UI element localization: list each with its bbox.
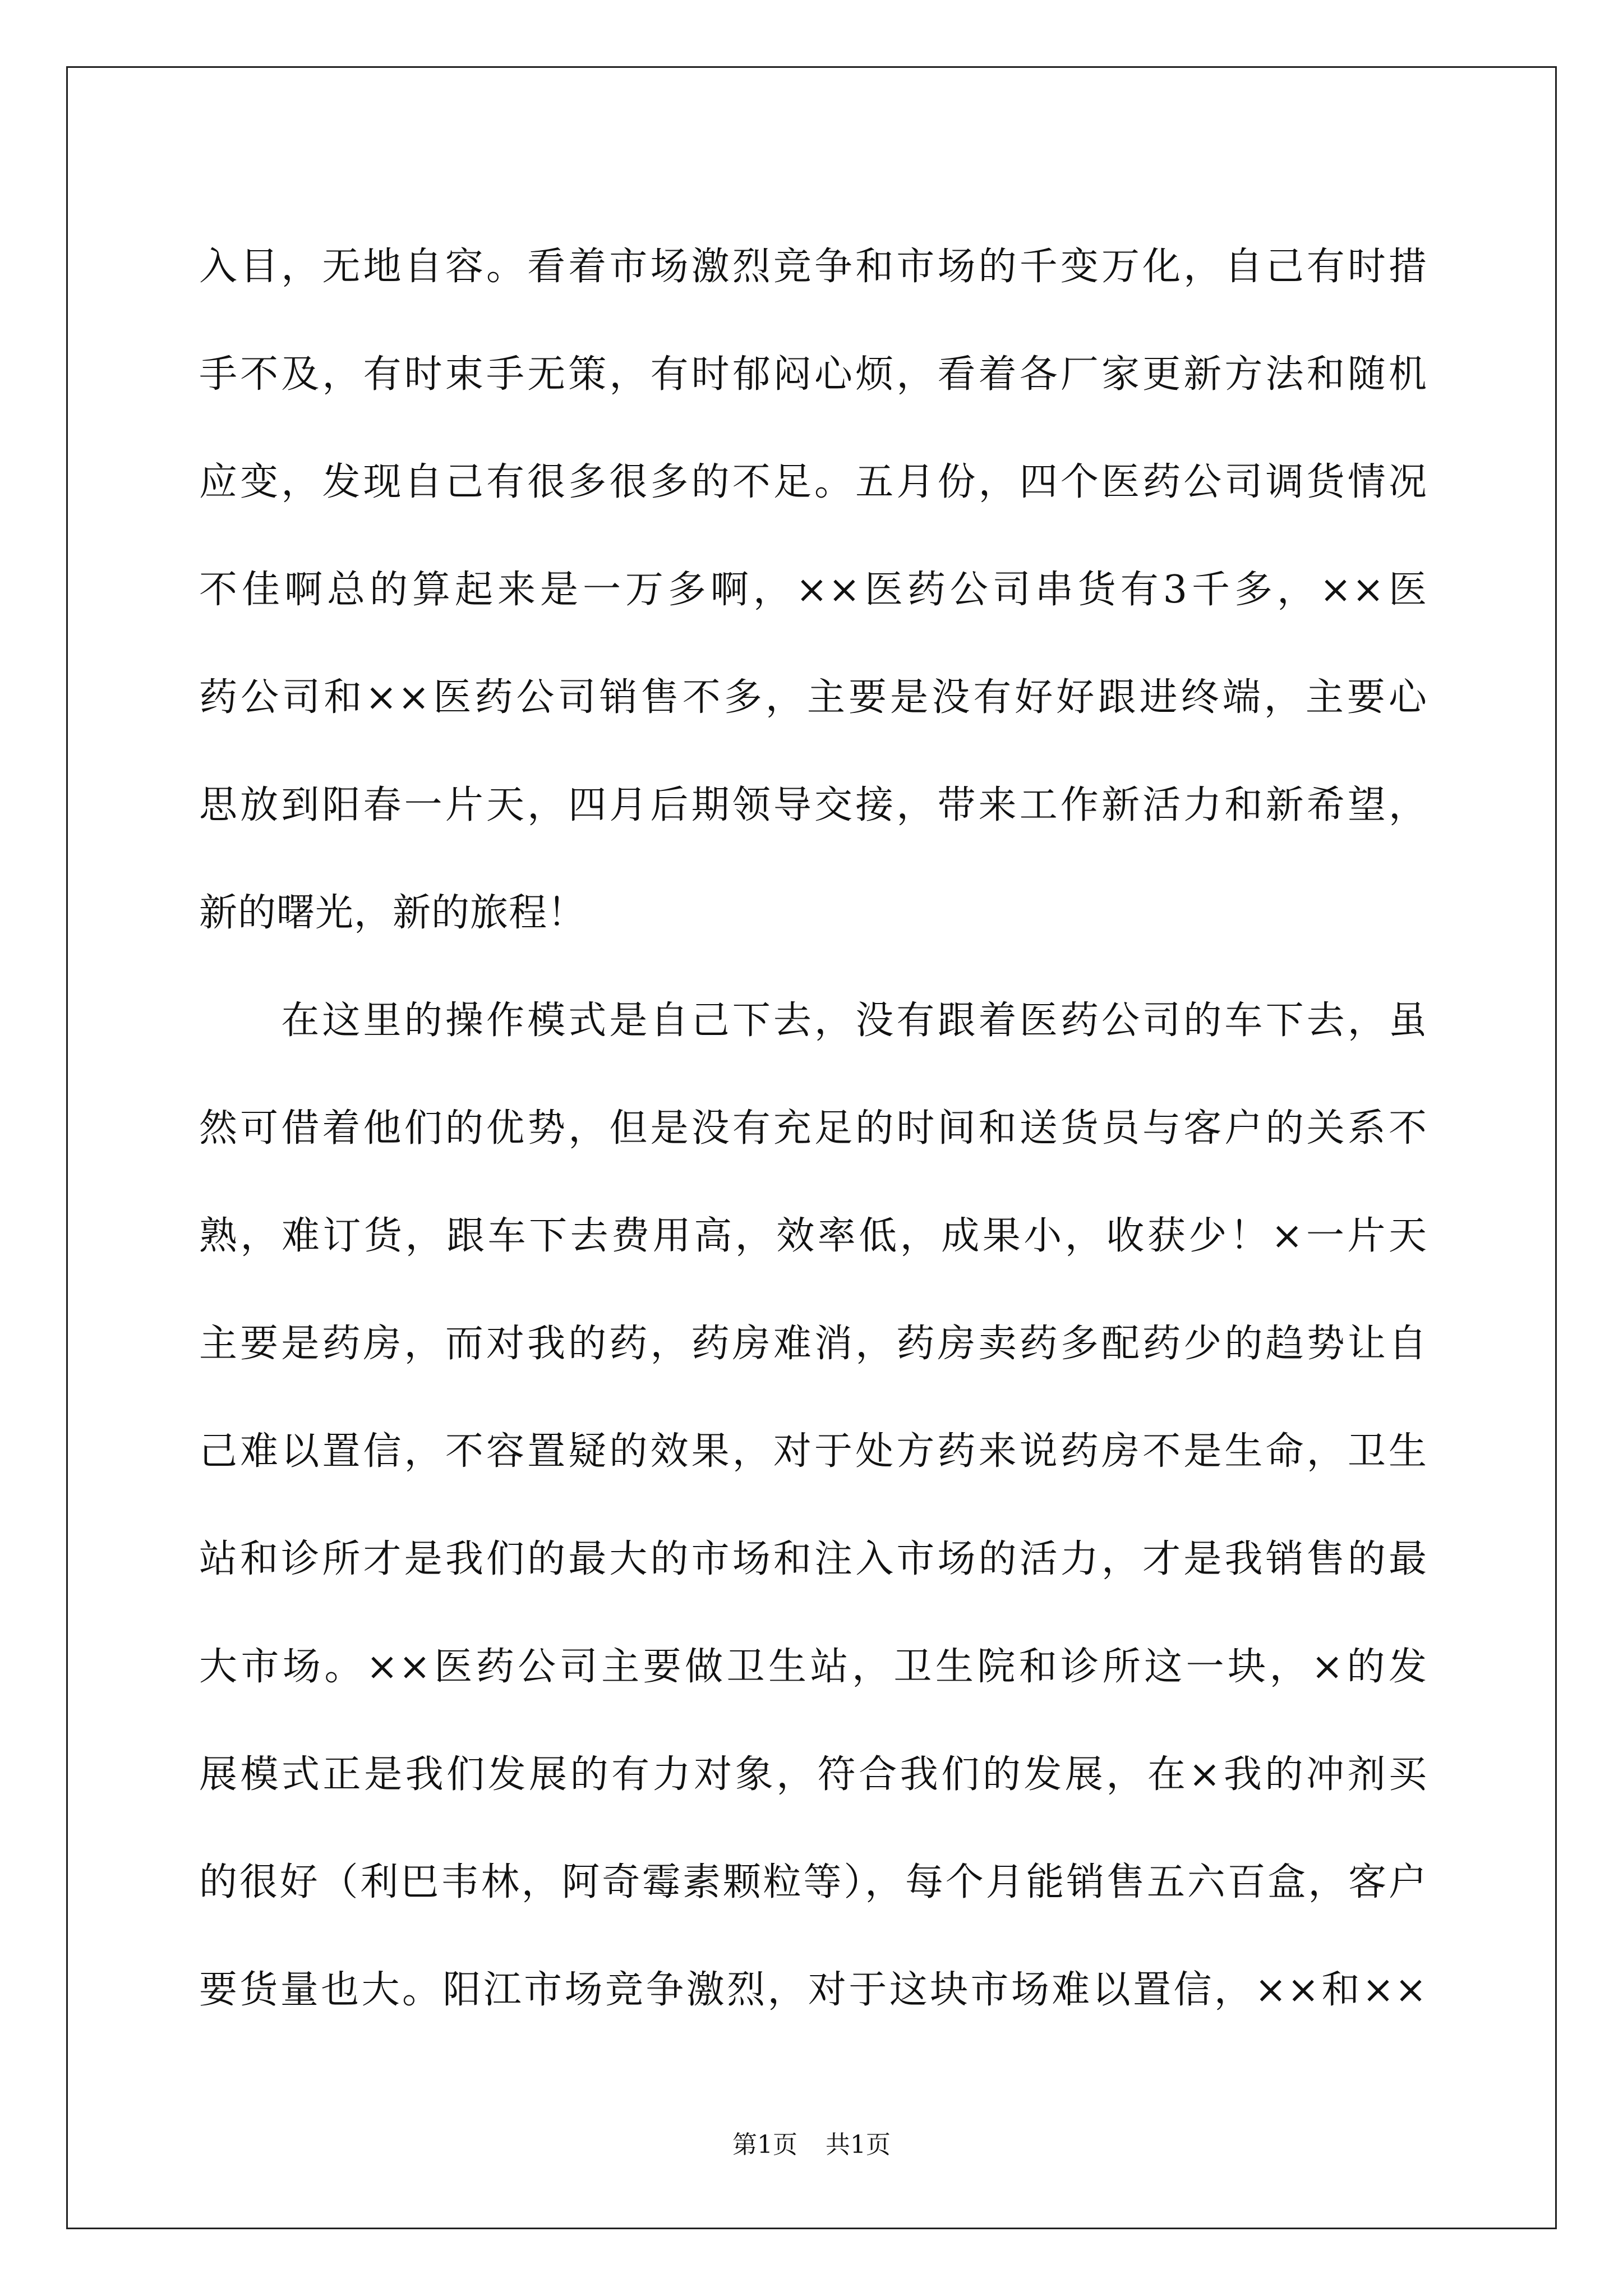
text-line: 主要是药房，而对我的药，药房难消，药房卖药多配药少的趋势让自	[199, 1322, 1427, 1366]
text-line: 思放到阳春一片天，四月后期领导交接，带来工作新活力和新希望，	[199, 783, 1427, 827]
page-number: 第1页	[732, 2131, 797, 2159]
text-line: 手不及，有时束手无策，有时郁闷心烦，看着各厂家更新方法和随机	[199, 352, 1427, 397]
text-line: 入目，无地自容。看着市场激烈竞争和市场的千变万化，自己有时措	[199, 245, 1427, 289]
text-line: 新的曙光，新的旅程！	[199, 891, 587, 935]
page-footer	[0, 2128, 1623, 2162]
document-body	[199, 213, 1427, 2044]
page-total: 共1页	[826, 2131, 891, 2159]
text-line: 在这里的操作模式是自己下去，没有跟着医药公司的车下去，虽	[199, 999, 1427, 1043]
text-line: 己难以置信，不容置疑的效果，对于处方药来说药房不是生命，卫生	[199, 1429, 1427, 1474]
text-line: 的很好（利巴韦林，阿奇霉素颗粒等），每个月能销售五六百盒，客户	[199, 1860, 1427, 1904]
text-line: 应变，发现自己有很多很多的不足。五月份，四个医药公司调货情况	[199, 460, 1427, 504]
text-line: 大市场。××医药公司主要做卫生站，卫生院和诊所这一块，×的发	[199, 1645, 1427, 1689]
text-line: 然可借着他们的优势，但是没有充足的时间和送货员与客户的关系不	[199, 1106, 1427, 1151]
text-line: 要货量也大。阳江市场竞争激烈，对于这块市场难以置信，××和××	[199, 1968, 1427, 2012]
text-line: 展模式正是我们发展的有力对象，符合我们的发展，在×我的冲剂买	[199, 1752, 1427, 1797]
text-line: 熟，难订货，跟车下去费用高，效率低，成果小，收获少！×一片天	[199, 1214, 1427, 1258]
text-line: 站和诊所才是我们的最大的市场和注入市场的活力，才是我销售的最	[199, 1537, 1427, 1581]
text-line: 药公司和××医药公司销售不多，主要是没有好好跟进终端，主要心	[199, 675, 1427, 720]
text-line: 不佳啊总的算起来是一万多啊，××医药公司串货有3千多，××医	[199, 568, 1427, 612]
